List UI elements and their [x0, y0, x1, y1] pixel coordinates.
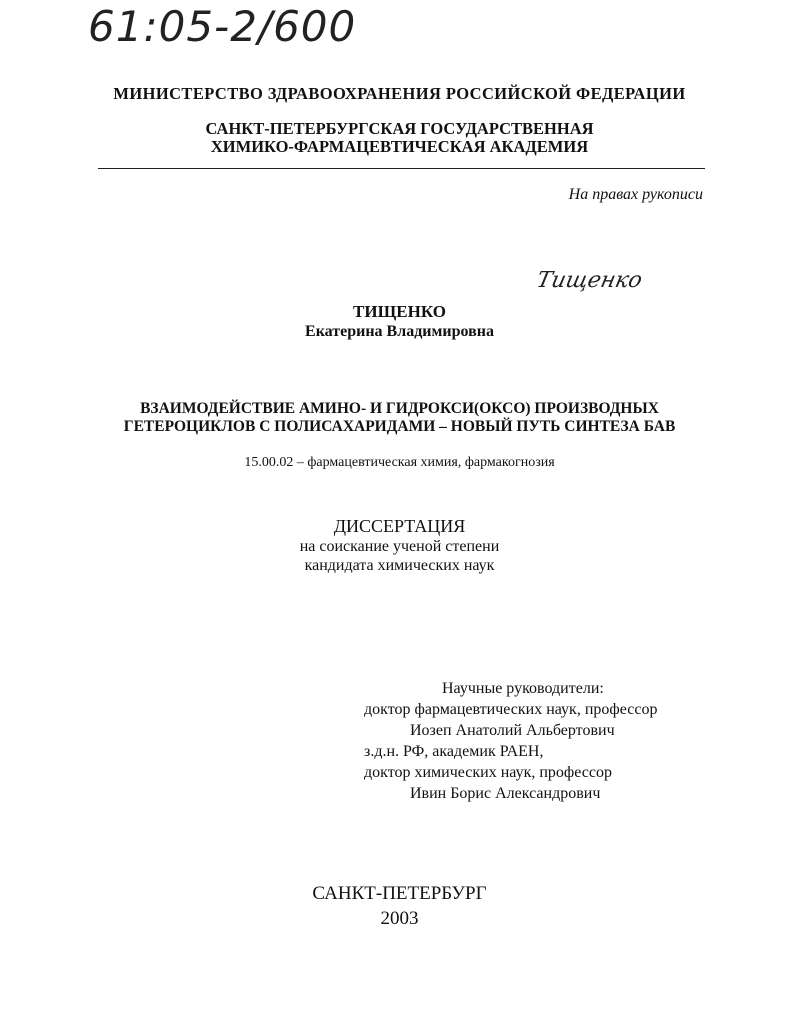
dissertation-label: ДИССЕРТАЦИЯ [333, 516, 466, 536]
degree-line1: на соискание ученой степени [299, 538, 500, 555]
year: 2003 [380, 908, 419, 929]
degree-line2: кандидата химических наук [304, 557, 495, 574]
ministry-heading: МИНИСТЕРСТВО ЗДРАВООХРАНЕНИЯ РОССИЙСКОЙ ФЕДЕРАЦИИ [113, 84, 686, 103]
supervisors-block [364, 678, 657, 804]
author-name: Екатерина Владимировна [305, 323, 494, 340]
supervisor1-title: доктор фармацевтических наук, профессор [364, 701, 658, 718]
author-signature: Тищенко [534, 268, 645, 293]
header-divider [98, 168, 705, 169]
manuscript-rights-note: На правах рукописи [568, 186, 703, 203]
specialty-code: 15.00.02 – фармацевтическая химия, фармакогнозия [244, 455, 555, 470]
academy-name-line2: ХИМИКО-ФАРМАЦЕВТИЧЕСКАЯ АКАДЕМИЯ [210, 137, 589, 156]
supervisor2-title2: доктор химических наук, профессор [364, 764, 612, 781]
supervisor2-title1: з.д.н. РФ, академик РАЕН, [364, 743, 544, 760]
supervisors-heading: Научные руководители: [442, 680, 604, 697]
author-surname: ТИЩЕНКО [353, 302, 446, 321]
handwritten-archive-code: 61:05-2/600 [88, 2, 357, 51]
city: САНКТ-ПЕТЕРБУРГ [312, 883, 487, 904]
supervisor1-name: Иозеп Анатолий Альбертович [410, 722, 615, 739]
thesis-title-line1: ВЗАИМОДЕЙСТВИЕ АМИНО- И ГИДРОКСИ(ОКСО) ПРОИЗВОДНЫХ [140, 400, 659, 417]
academy-name-line1: САНКТ-ПЕТЕРБУРГСКАЯ ГОСУДАРСТВЕННАЯ [205, 119, 594, 138]
supervisor2-name: Ивин Борис Александрович [410, 785, 601, 802]
thesis-title-line2: ГЕТЕРОЦИКЛОВ С ПОЛИСАХАРИДАМИ – НОВЫЙ ПУТЬ СИНТЕЗА БАВ [123, 418, 676, 435]
